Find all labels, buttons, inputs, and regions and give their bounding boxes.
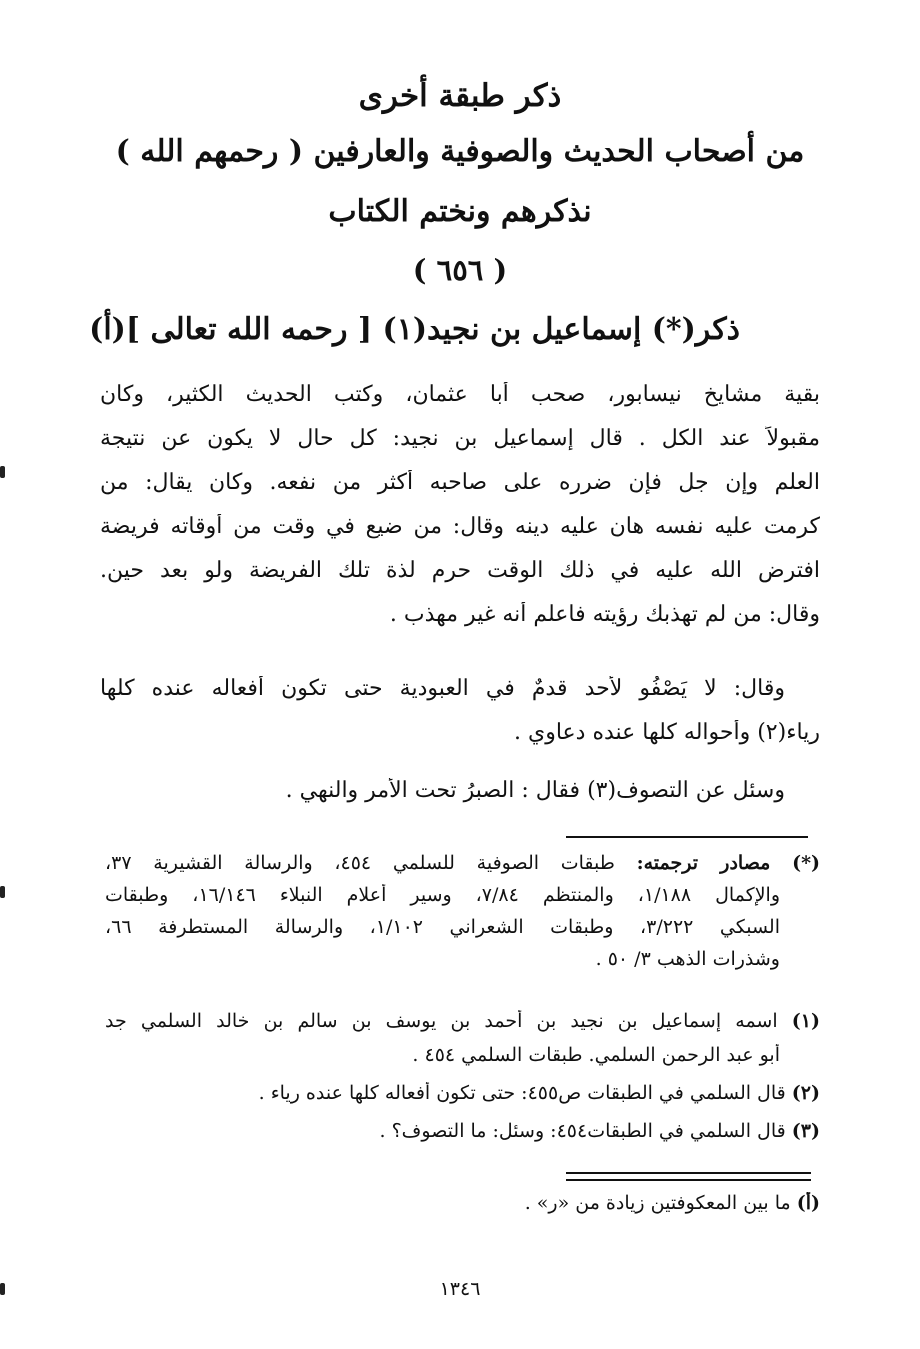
page-number: ١٣٤٦ (439, 1278, 481, 1300)
footnote-sources (105, 852, 820, 874)
body-line: وسئل عن التصوف(٣) فقال : الصبرُ تحت الأمر والنهي . (285, 778, 785, 803)
footnote-text: قال السلمي في الطبقات٤٥٤: وسئل: ما التصوف؟ . (379, 1120, 786, 1142)
entry-title: ذكر(*) إسماعيل بن نجيد(١) [ رحمه الله تعالى ](أ) (89, 312, 740, 347)
body-line: وقال: لا يَصْفُو لأحد قدمٌ في العبودية حتى تكون أفعاله عنده كلها (100, 676, 785, 701)
scan-mark (0, 886, 5, 898)
footnote-separator-double (566, 1172, 811, 1174)
section-heading: ذكر طبقة أخرى (358, 78, 562, 114)
footnote-text: طبقات الصوفية للسلمي ٤٥٤، والرسالة القشيرية ٣٧، (105, 852, 615, 874)
body-line: افترض الله عليه في ذلك الوقت حرم لذة تلك الفريضة ولو بعد حين. (100, 558, 820, 583)
footnote-text: أبو عبد الرحمن السلمي. طبقات السلمي ٤٥٤ . (412, 1044, 780, 1066)
footnote-text: قال السلمي في الطبقات ص٤٥٥: حتى تكون أفعاله كلها عنده رياء . (258, 1082, 786, 1104)
body-line: العلم وإن جل فإن ضرره على صاحبه أكثر من نفعه. وكان يقال: من (100, 470, 820, 495)
body-line: وقال: من لم تهذبك رؤيته فاعلم أنه غير مهذب . (389, 602, 820, 627)
scan-mark (0, 1283, 5, 1295)
footnote-marker: (٢) (791, 1082, 820, 1104)
footnote-text: وشذرات الذهب ٣/ ٥٠ . (595, 948, 780, 970)
footnote-separator-double (566, 1179, 811, 1181)
footnote-label: مصادر ترجمته: (636, 852, 771, 874)
footnote-1 (105, 1010, 820, 1032)
body-line: رياء(٢) وأحواله كلها عنده دعاوي . (514, 720, 820, 745)
footnote-text: اسمه إسماعيل بن نجيد بن أحمد بن يوسف بن سالم بن خالد السلمي جد (105, 1010, 778, 1032)
footnote-text: والإكمال ١/١٨٨، والمنتظم ٧/٨٤، وسير أعلام النبلاء ١٦/١٤٦، وطبقات (105, 884, 780, 906)
footnote-marker: (أ) (796, 1192, 820, 1214)
footnote-2 (105, 1082, 820, 1104)
section-subheading-2: نذكرهم ونختم الكتاب (328, 194, 592, 229)
footnote-marker: (*) (792, 852, 820, 874)
body-line: بقية مشايخ نيسابور، صحب أبا عثمان، وكتب الحديث الكثير، وكان (100, 382, 820, 407)
footnote-marker: (١) (791, 1010, 820, 1032)
footnote-a (105, 1192, 820, 1214)
section-subheading: من أصحاب الحديث والصوفية والعارفين ( رحمهم الله ) (115, 134, 805, 169)
footnote-text: السبكي ٣/٢٢٢، وطبقات الشعراني ١/١٠٢، والرسالة المستطرفة ٦٦، (105, 916, 780, 938)
footnote-separator (566, 836, 808, 838)
body-line: كرمت عليه نفسه هان عليه دينه وقال: من ضيع في وقت من أوقاته فريضة (100, 514, 820, 539)
footnote-text: ما بين المعكوفتين زيادة من «ر» . (524, 1192, 791, 1214)
entry-number: ( ٦٥٦ ) (412, 253, 508, 287)
body-line: مقبولاً عند الكل . قال إسماعيل بن نجيد: كل حال لا يكون عن نتيجة (100, 426, 820, 451)
scan-mark (0, 466, 5, 478)
footnote-3 (105, 1120, 820, 1142)
footnote-marker: (٣) (791, 1120, 820, 1142)
